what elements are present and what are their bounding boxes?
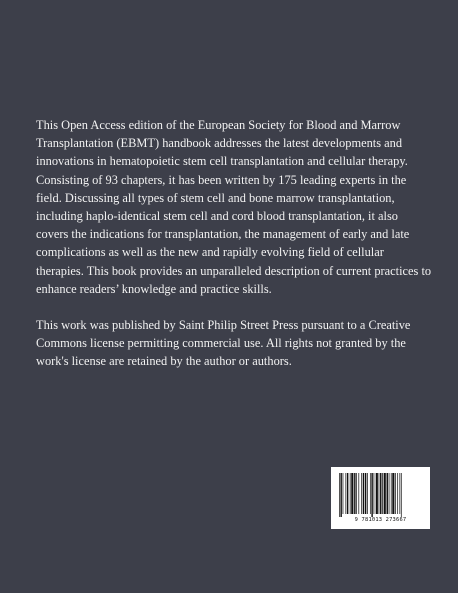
barcode-bar [389,473,390,514]
barcode-bar [367,473,368,514]
barcode-bar [339,473,340,517]
barcode-bar [384,473,386,514]
license-paragraph: This work was published by Saint Philip Street Press pursuant to a Creative Commons license permitting commercial use. All rights not granted by the work's license are retained by the author or authors. [36,318,411,369]
barcode-bar [392,473,394,514]
barcode-bar [361,473,362,514]
barcode-bar [397,473,398,514]
barcode-bar [387,473,388,514]
barcode-bar [374,473,375,514]
barcode-bar [354,473,355,514]
barcode-bar [343,473,344,514]
barcode-bars [337,473,424,517]
barcode-bar [356,473,357,514]
barcode-bar [380,473,381,514]
barcode-bar [391,473,392,514]
description-paragraph: This Open Access edition of the European Society for Blood and Marrow Transplantation (EBMT) handbook addresses the latest developments and innovations in hematopoietic stem cell transplantation and cellular therapy. Consisting of 93 chapters, it has been written by 175 leading experts in the field. Discussing all types of stem cell and bone marrow transplantation, including haplo-identical stem cell and cord blood transplantation, it also covers the indications for transplantation, the management of early and late complications as well as the new and rapidly evolving field of cellular therapies. This book provides an unparalleled description of current practices to enhance readers’ knowledge and practice skills. [36,118,432,296]
barcode-bar [376,473,378,514]
barcode-bar [363,473,364,514]
back-cover-text [36,116,432,371]
barcode-bar [379,473,380,514]
barcode-bar [347,473,348,514]
barcode [331,467,430,529]
barcode-bar [365,473,366,514]
barcode-bar [401,473,402,517]
barcode-bar [371,473,372,517]
barcode-bar [370,473,371,514]
barcode-bar [395,473,396,514]
barcode-bar [345,473,346,514]
barcode-bar [340,473,341,517]
barcode-bar [382,473,383,514]
barcode-bar [358,473,359,514]
barcode-number: 9 781013 273667 [354,517,407,523]
barcode-bar [351,473,353,514]
barcode-bar [399,473,400,514]
barcode-bar [350,473,351,514]
